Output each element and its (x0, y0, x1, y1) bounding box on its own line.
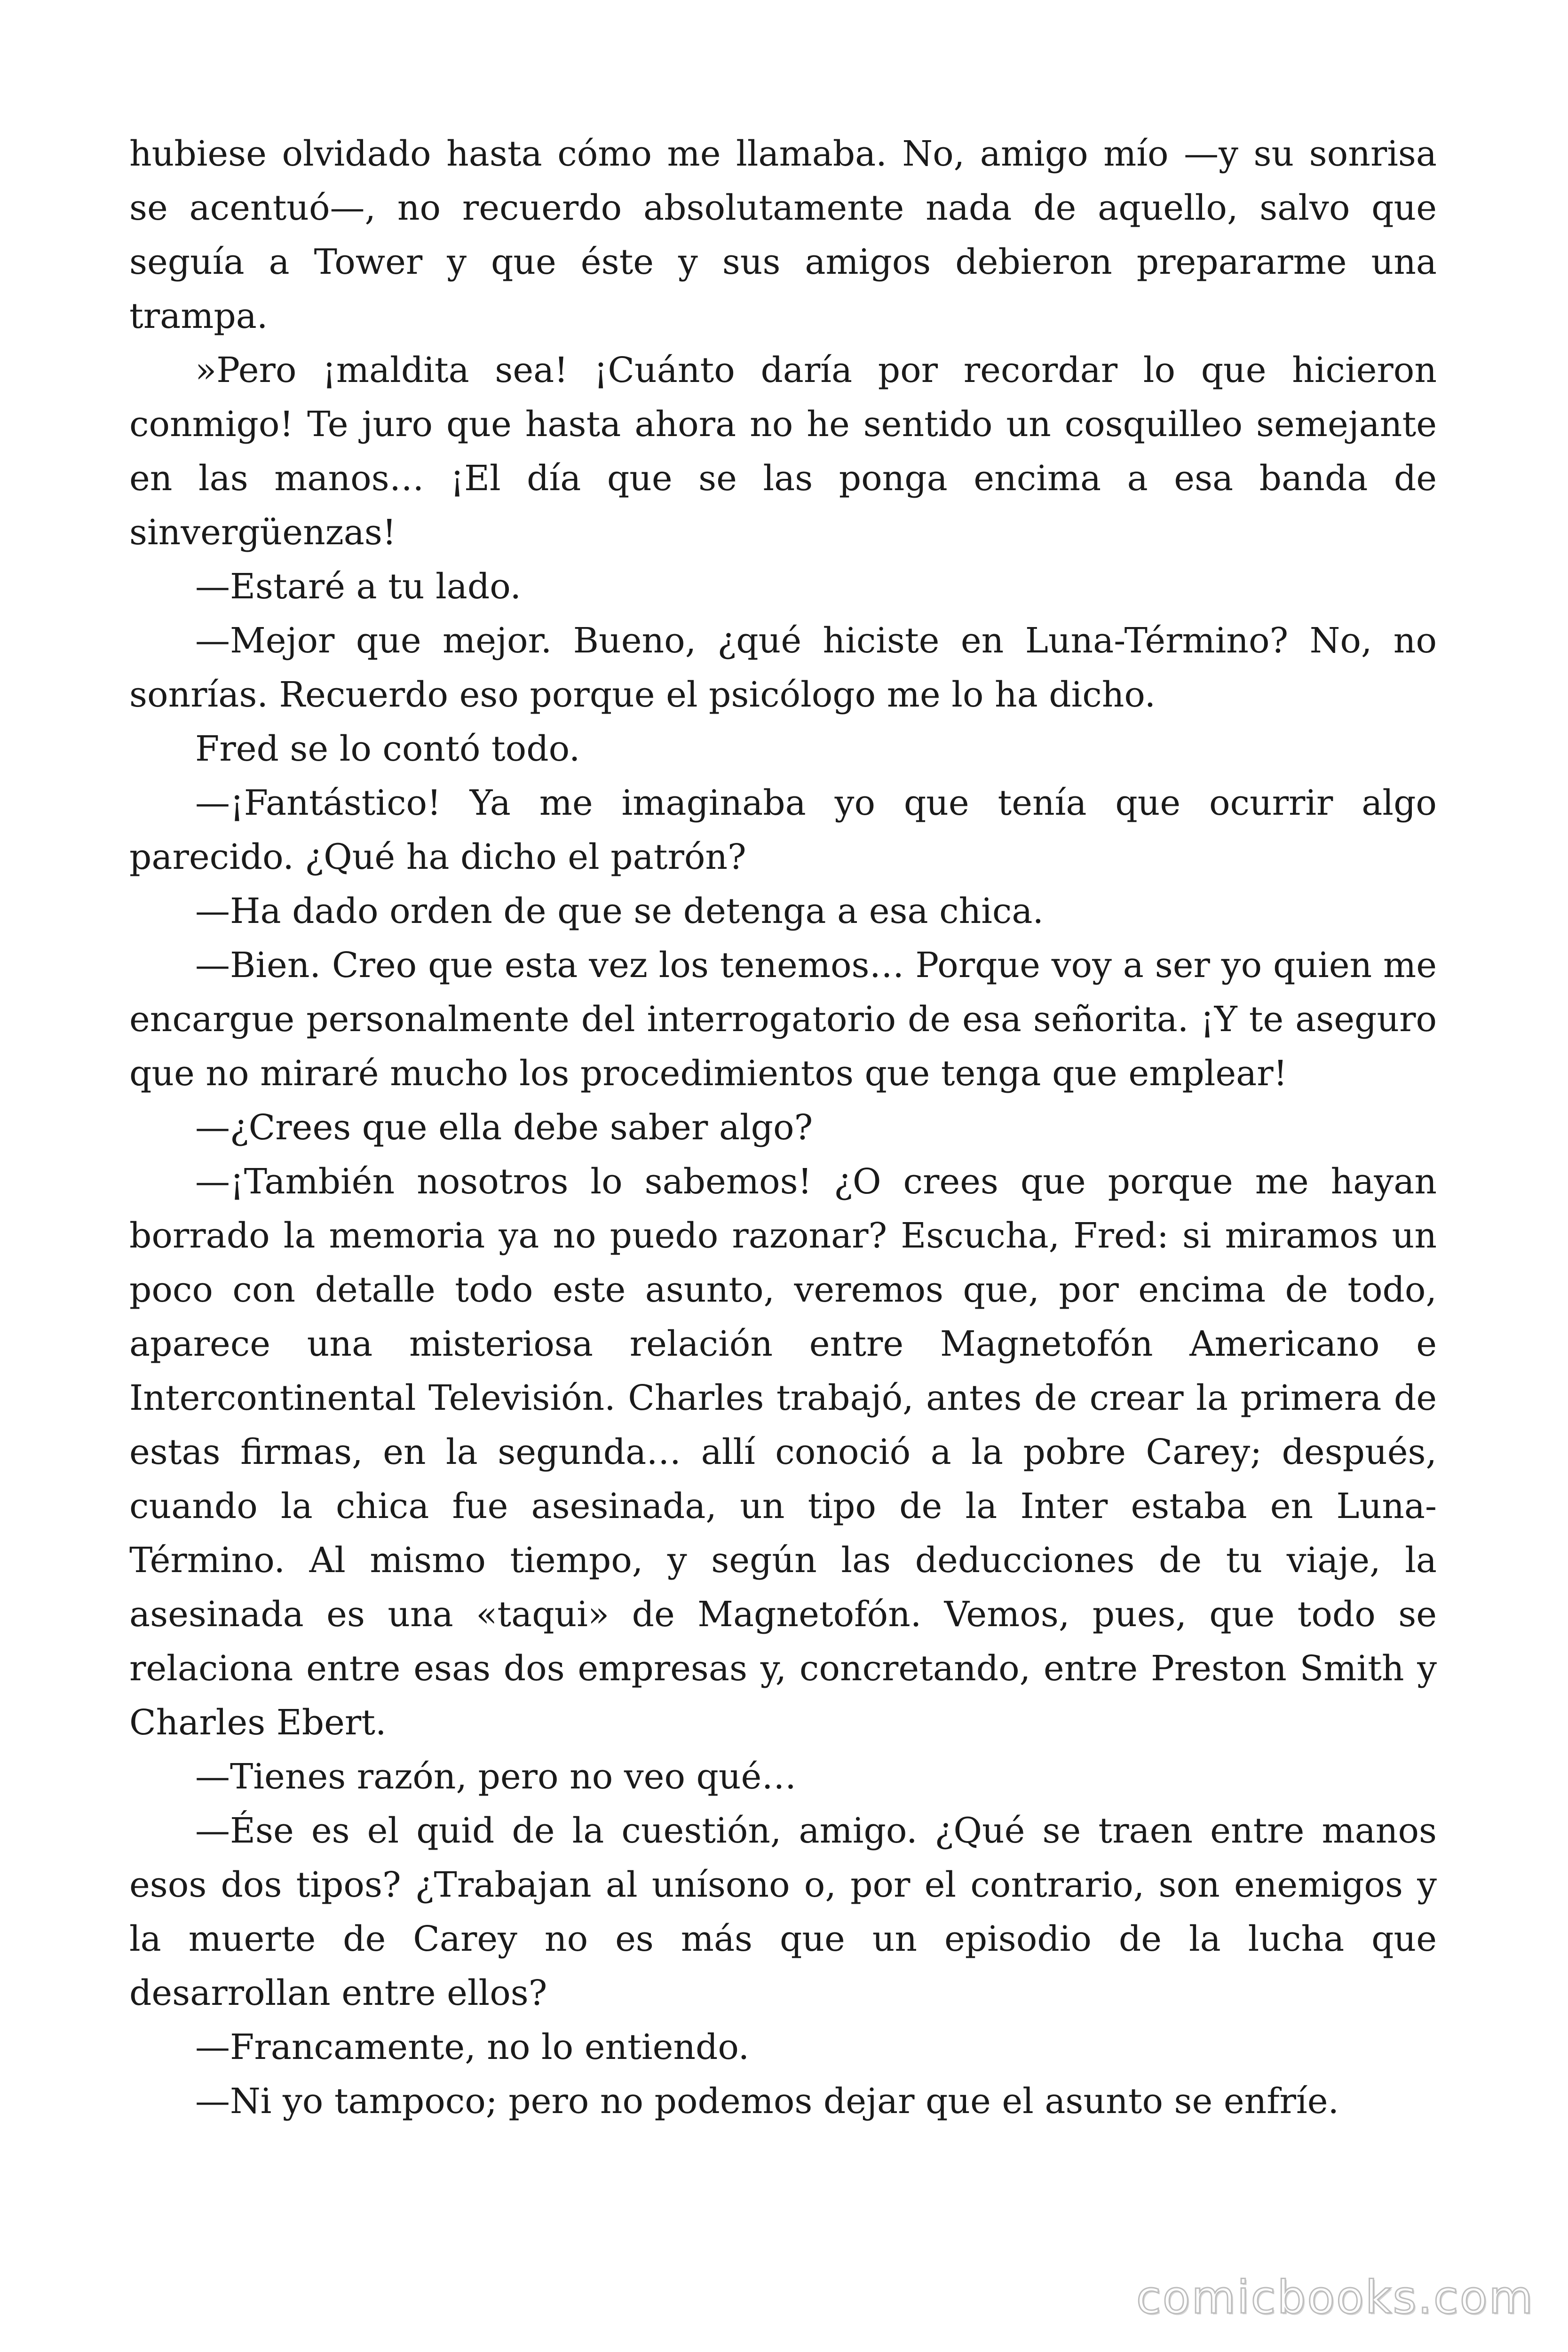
paragraph-1: hubiese olvidado hasta cómo me llamaba. No, amigo mío —y su sonrisa se acentuó—, no recuerdo absolutamente nada de aquello, salvo que seguía a Tower y que éste y sus amigos debieron prepararme una trampa. (129, 134, 1437, 336)
paragraph-4: —Mejor que mejor. Bueno, ¿qué hiciste en Luna-Término? No, no sonrías. Recuerdo eso porque el psicólogo me lo ha dicho. (129, 620, 1437, 715)
paragraph-3: —Estaré a tu lado. (195, 566, 522, 607)
book-page (129, 127, 1437, 2129)
paragraph-12: —Ése es el quid de la cuestión, amigo. ¿Qué se traen entre manos esos dos tipos? ¿Trabajan al unísono o, por el contrario, son enemigos y la muerte de Carey no es más que un episodio de la lucha que desarrollan entre ellos? (129, 1811, 1437, 2013)
paragraph-10: —¡También nosotros lo sabemos! ¿O crees que porque me hayan borrado la memoria ya no puedo razonar? Escucha, Fred: si miramos un poco con detalle todo este asunto, veremos que, por encima de todo, aparece una misteriosa relación entre Magnetofón Americano e Intercontinental Televisión. Charles trabajó, antes de crear la primera de estas firmas, en la segunda… allí conoció a la pobre Carey; después, cuando la chica fue asesinada, un tipo de la Inter estaba en Luna-Término. Al mismo tiempo, y según las deducciones de tu viaje, la asesinada es una «taqui» de Magnetofón. Vemos, pues, que todo se relaciona entre esas dos empresas y, concretando, entre Preston Smith y Charles Ebert. (129, 1161, 1437, 1743)
paragraph-5: Fred se lo contó todo. (195, 729, 580, 769)
paragraph-11: —Tienes razón, pero no veo qué… (195, 1756, 797, 1797)
paragraph-2: »Pero ¡maldita sea! ¡Cuánto daría por recordar lo que hicieron conmigo! Te juro que hasta ahora no he sentido un cosquilleo semejante en las manos… ¡El día que se las ponga encima a esa banda de sinvergüenzas! (129, 350, 1437, 553)
paragraph-14: —Ni yo tampoco; pero no podemos dejar que el asunto se enfríe. (195, 2081, 1339, 2122)
paragraph-8: —Bien. Creo que esta vez los tenemos… Porque voy a ser yo quien me encargue personalmente del interrogatorio de esa señorita. ¡Y te aseguro que no miraré mucho los procedimientos que tenga que emplear! (129, 945, 1437, 1094)
paragraph-6: —¡Fantástico! Ya me imaginaba yo que tenía que ocurrir algo parecido. ¿Qué ha dicho el patrón? (129, 783, 1437, 877)
paragraph-9: —¿Crees que ella debe saber algo? (195, 1107, 813, 1148)
paragraph-13: —Francamente, no lo entiendo. (195, 2027, 750, 2067)
paragraph-7: —Ha dado orden de que se detenga a esa chica. (195, 891, 1044, 931)
watermark: comicbooks.com (1136, 2271, 1534, 2324)
